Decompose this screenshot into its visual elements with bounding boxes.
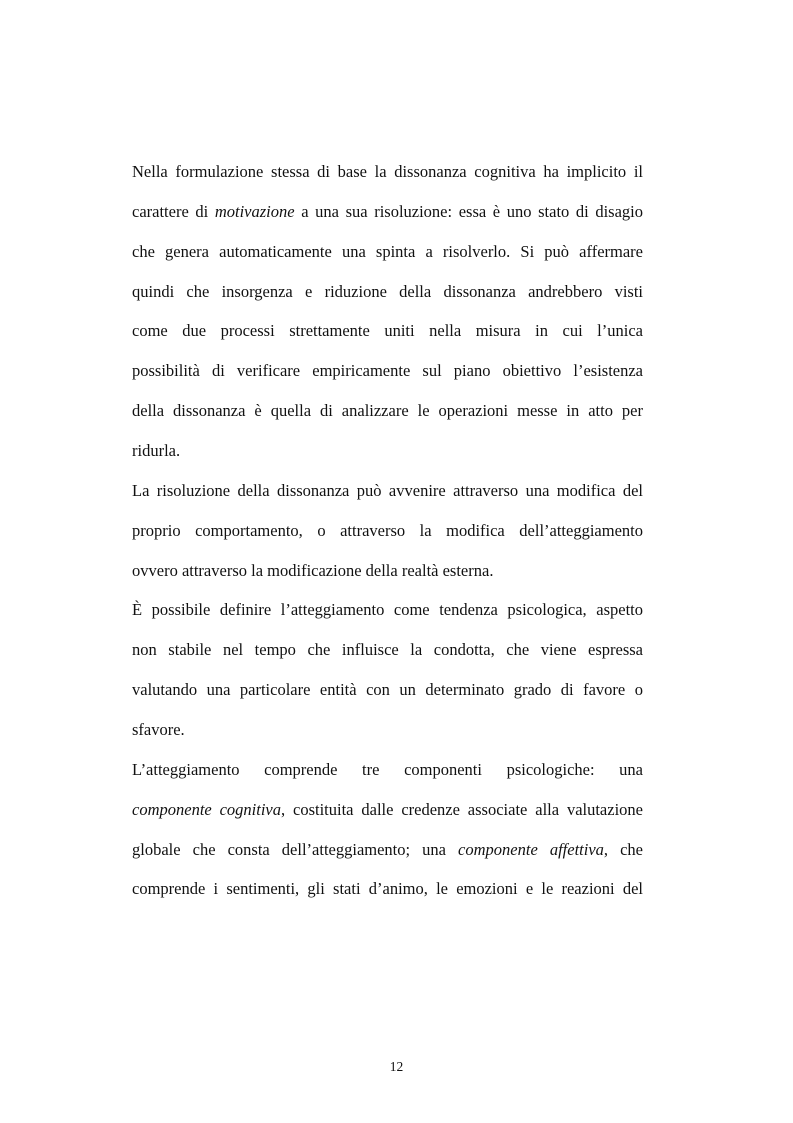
text-line-10: proprio comportamento, o attraverso la modifica dell’atteggiamento: [132, 521, 643, 540]
italic-term-motivazione: motivazione: [214, 202, 295, 221]
italic-term-componente-cognitiva: componente cognitiva: [132, 800, 281, 819]
text-line-18: globale che consta dell’atteggiamento; una componente affettiva, che: [132, 840, 643, 859]
text-line-3: che genera automaticamente una spinta a risolverlo. Si può affermare: [132, 242, 643, 261]
text-line-19: comprende i sentimenti, gli stati d’animo, le emozioni e le reazioni del: [132, 879, 643, 898]
text-line-8: ridurla.: [132, 441, 181, 460]
text-line-14: valutando una particolare entità con un determinato grado di favore o: [132, 680, 643, 699]
text-line-16: L’atteggiamento comprende tre componenti psicologiche: una: [132, 760, 643, 779]
text-line-7: della dissonanza è quella di analizzare le operazioni messe in atto per: [132, 401, 643, 420]
text-line-12: È possibile definire l’atteggiamento come tendenza psicologica, aspetto: [132, 600, 643, 619]
text-line-15: sfavore.: [132, 720, 185, 739]
italic-term-componente-affettiva: componente affettiva: [458, 840, 604, 859]
text-line-4: quindi che insorgenza e riduzione della dissonanza andrebbero visti: [132, 282, 643, 301]
text-line-5: come due processi strettamente uniti nella misura in cui l’unica: [132, 321, 643, 340]
page-number: 12: [389, 1059, 404, 1074]
text-line-11: ovvero attraverso la modificazione della realtà esterna.: [132, 561, 494, 580]
text-line-2: carattere di motivazione a una sua risoluzione: essa è uno stato di disagio: [132, 202, 644, 221]
text-line-9: La risoluzione della dissonanza può avvenire attraverso una modifica del: [132, 481, 643, 500]
text-line-13: non stabile nel tempo che influisce la condotta, che viene espressa: [132, 640, 643, 659]
text-line-6: possibilità di verificare empiricamente sul piano obiettivo l’esistenza: [132, 361, 643, 380]
text-line-1: Nella formulazione stessa di base la dissonanza cognitiva ha implicito il: [132, 162, 643, 181]
text-line-17: componente cognitiva, costituita dalle credenze associate alla valutazione: [132, 800, 643, 819]
